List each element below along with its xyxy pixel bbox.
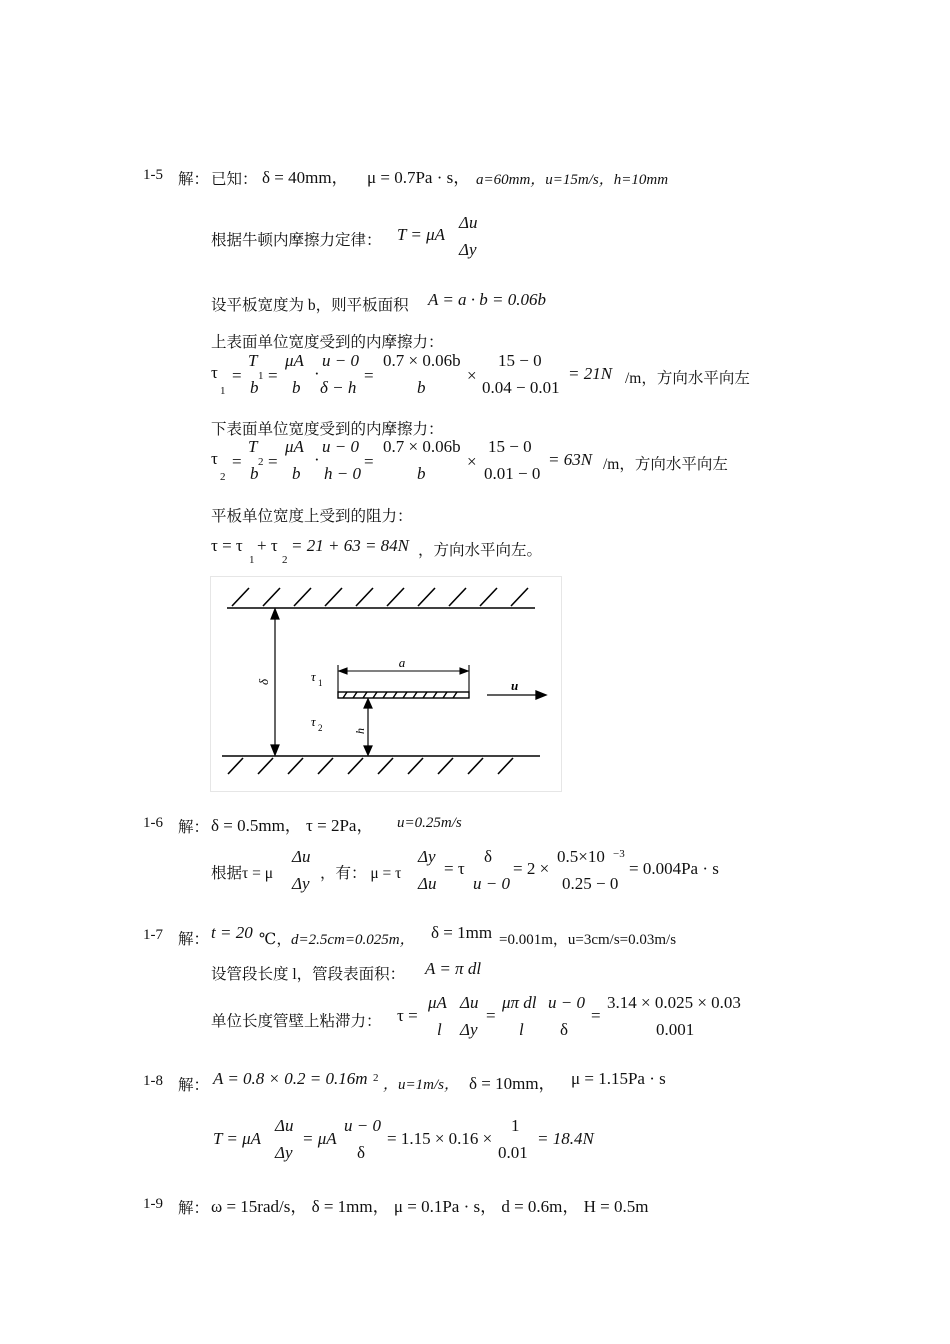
label-tau1-sub: 1 xyxy=(318,678,323,688)
solution-label: 解： xyxy=(178,171,210,188)
area-formula: A = π dl xyxy=(425,959,482,978)
bottom-wall xyxy=(222,756,540,774)
label-a: a xyxy=(398,655,406,670)
given-rest: a=60mm，u=15m/s，h=10mm xyxy=(476,172,669,188)
total-title: 平板单位宽度上受到的阻力： xyxy=(211,508,413,525)
top-wall xyxy=(227,588,535,608)
given-mu: μ = 0.7Pa · s， xyxy=(367,168,471,187)
given-deg: ℃， xyxy=(259,931,292,948)
area-text: 设平板宽度为 b，则平板面积 xyxy=(211,297,409,314)
given-u: u=0.25m/s xyxy=(397,815,462,831)
flow-diagram xyxy=(210,576,562,792)
h-dimension xyxy=(364,699,372,755)
solution-label: 解： xyxy=(178,1077,210,1094)
given-area: A = 0.8 × 0.2 = 0.16m xyxy=(213,1069,368,1088)
problem-number: 1-9 xyxy=(143,1196,163,1212)
given-rest: =0.001m，u=3cm/s=0.03m/s xyxy=(499,932,677,948)
label-tau1: τ xyxy=(311,669,316,684)
given-u: ，u=1m/s， xyxy=(383,1077,459,1093)
label-delta: δ xyxy=(256,678,271,686)
delta-dimension xyxy=(271,609,279,755)
law-lhs: T = μA xyxy=(397,225,446,244)
given-delta: δ = 10mm， xyxy=(469,1074,556,1093)
solution-label: 解： xyxy=(178,1200,210,1217)
lower-title: 下表面单位宽度受到的内摩擦力： xyxy=(211,421,444,438)
given-label: 已知： xyxy=(211,171,258,188)
given-values: δ = 0.5mm， τ = 2Pa， xyxy=(211,816,374,835)
label-u: u xyxy=(511,678,519,693)
upper-title: 上表面单位宽度受到的内摩擦力： xyxy=(211,334,444,351)
given-t: t = 20 xyxy=(211,923,253,942)
problem-number: 1-6 xyxy=(143,815,163,831)
law-denominator: Δy xyxy=(459,240,477,259)
given-area-sup: 2 xyxy=(373,1072,379,1084)
length-text: 设管段长度 l，管段表面积： xyxy=(211,966,406,983)
plate xyxy=(338,692,469,698)
label-tau2-sub: 2 xyxy=(318,723,323,733)
law-numerator: Δu xyxy=(459,213,478,232)
solution-label: 解： xyxy=(178,819,210,836)
label-h: h xyxy=(353,728,367,734)
problem-number: 1-5 xyxy=(143,167,163,183)
given-delta: δ = 40mm， xyxy=(262,168,349,187)
solution-label: 解： xyxy=(178,931,210,948)
given-mu: μ = 1.15Pa · s xyxy=(571,1069,666,1088)
given-d: d=2.5cm=0.025m， xyxy=(291,932,415,948)
law-label: 根据牛顿内摩擦力定律： xyxy=(211,232,382,249)
given-delta: δ = 1mm xyxy=(431,923,493,942)
label-tau2: τ xyxy=(311,714,316,729)
problem-number: 1-8 xyxy=(143,1073,163,1089)
given-values: ω = 15rad/s， δ = 1mm， μ = 0.1Pa · s， d = 0.6m， H = 0.5m xyxy=(211,1197,649,1216)
problem-number: 1-7 xyxy=(143,927,163,943)
area-formula: A = a · b = 0.06b xyxy=(428,290,547,309)
